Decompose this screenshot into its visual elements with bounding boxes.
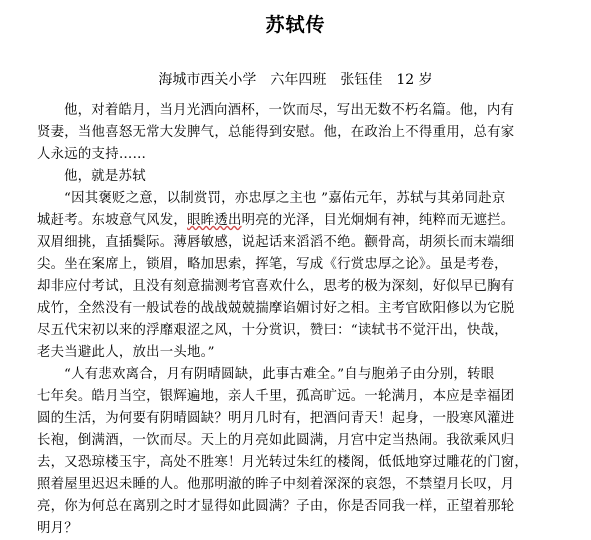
body-line: 圆的生活，为何要有阴晴圆缺？明月几时有，把酒问青天！起身，一股寒风灌进 xyxy=(37,411,515,426)
body-line: 明月？ xyxy=(37,521,78,536)
body-line: 他，对着皓月，当月光洒向酒杯，一饮而尽，写出无数不朽名篇。他，内有 xyxy=(64,103,515,118)
body-line: 亮，你为何总在离别之时才显得如此圆满？子由，你是否同我一样，正望着那轮 xyxy=(37,499,515,514)
body-line: 却非应付考试，且没有刻意揣测考官喜欢什么，思考的极为深刻，好似早已胸有 xyxy=(37,279,515,294)
body-line: 长袍，倒满酒，一饮而尽。天上的月亮如此圆满，月宫中定当热闹。我欲乘风归 xyxy=(37,433,515,448)
body-line: 尽五代宋初以来的浮靡艰涩之风，十分赏识，赞曰：“读轼书不觉汗出，快哉， xyxy=(37,323,508,338)
document-title: 苏轼传 xyxy=(265,14,326,36)
body-line: 老夫当避此人，放出一头地。” xyxy=(37,345,215,360)
body-line: “人有悲欢离合，月有阴晴圆缺，此事古难全。”自与胞弟子由分别，转眼 xyxy=(64,367,495,382)
body-line-segment: 城赶考。东坡意气风发， xyxy=(37,213,188,228)
body-line: 双眉细挑，直插鬓际。薄唇敏感，说起话来滔滔不绝。颧骨高，胡须长而末端细 xyxy=(37,235,515,250)
body-line: 贤妻，当他喜怒无常大发脾气，总能得到安慰。他，在政治上不得重用，总有家 xyxy=(37,125,515,140)
body-line: 他，就是苏轼 xyxy=(64,169,146,184)
body-line: 尖。坐在案席上，锁眉，略加思索，挥笔，写成《行赏忠厚之论》。虽是考卷， xyxy=(37,257,508,272)
body-line-segment: 明亮的光泽，目光炯炯有神，纯粹而无遮拦。 xyxy=(241,213,515,228)
author-byline: 海城市西关小学 六年四班 张钰佳 12 岁 xyxy=(158,72,433,88)
body-line: 七年矣。皓月当空，银辉遍地，亲人千里，孤高旷远。一轮满月，本应是幸福团 xyxy=(37,389,515,404)
body-line: 成竹，全然没有一般试卷的战战兢兢揣摩谄媚讨好之相。主考官欧阳修以为它脱 xyxy=(37,301,515,316)
body-line: 人永远的支持…… xyxy=(37,147,147,162)
underlined-phrase: 眼眸透出 xyxy=(187,213,242,228)
body-line: “因其褒贬之意，以制赏罚，亦忠厚之主也 ”嘉佑元年，苏轼与其弟同赴京 xyxy=(64,191,506,206)
body-line: 去，又恐琼楼玉宇，高处不胜寒！月光转过朱红的楼阁，低低地穿过雕花的门窗， xyxy=(37,455,529,470)
body-line: 照着屋里迟迟未睡的人。他那明澈的眸子中刻着深深的哀怨，不禁望月长叹，月 xyxy=(37,477,515,492)
body-line xyxy=(37,210,514,232)
